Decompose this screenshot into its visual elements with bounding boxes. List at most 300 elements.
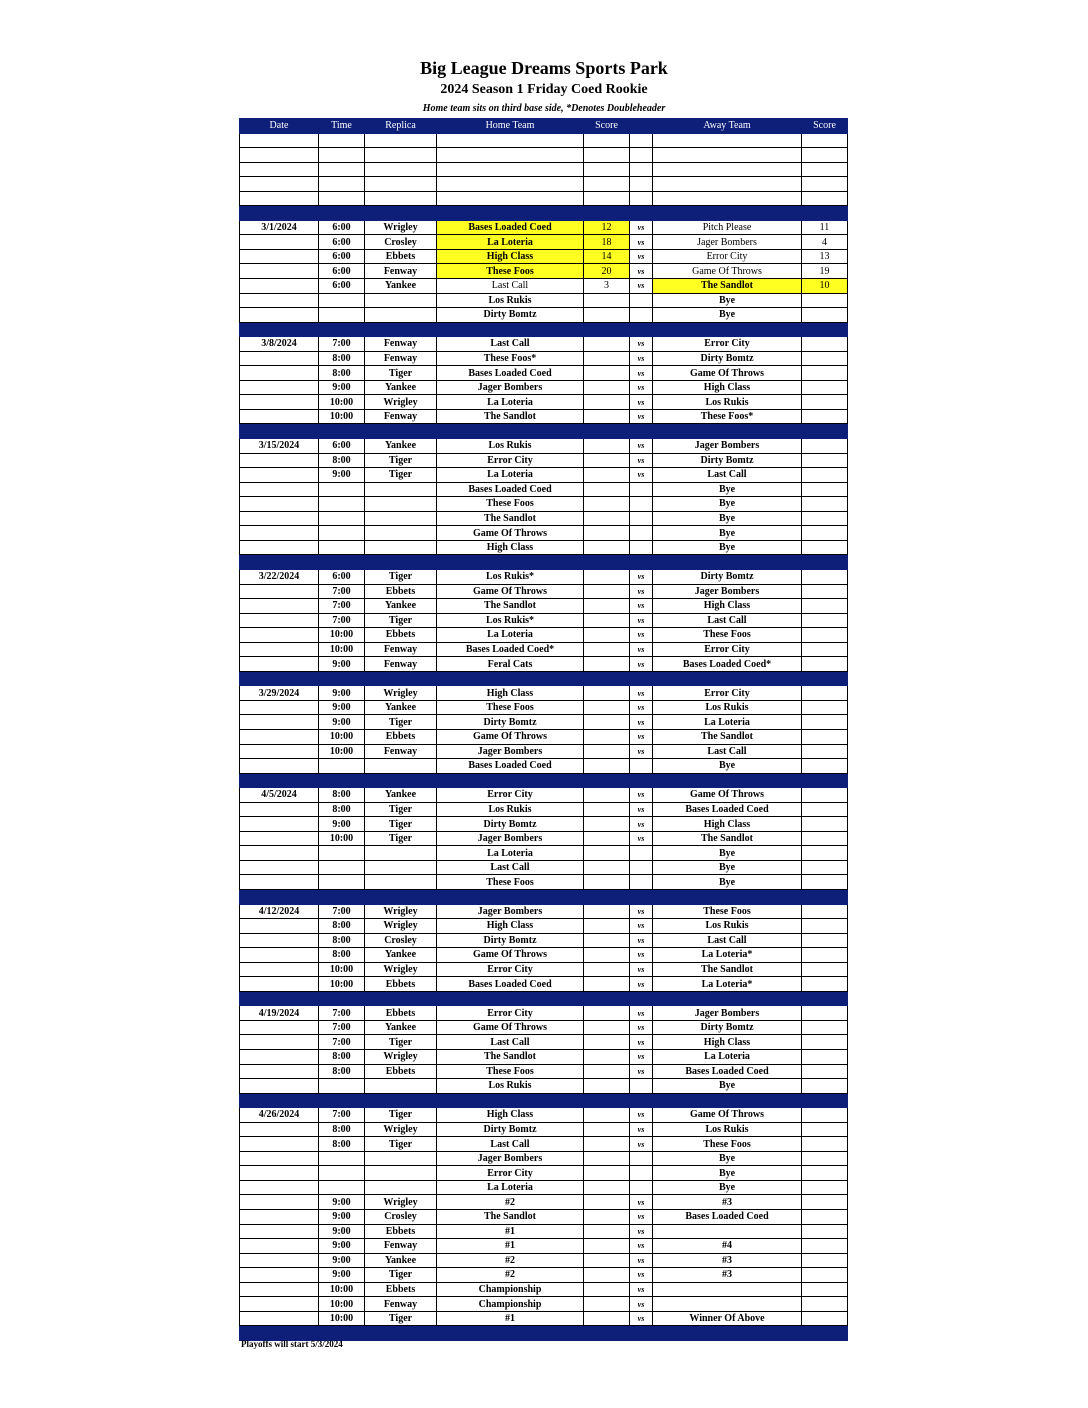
home-team-cell: La Loteria: [437, 395, 584, 410]
time-cell: [319, 540, 365, 555]
away-team-cell: Error City: [653, 249, 802, 264]
section-divider: [240, 424, 848, 439]
home-score-cell: [584, 380, 630, 395]
date-cell: [240, 1239, 319, 1254]
time-cell: 8:00: [319, 1064, 365, 1079]
vs-cell: vs: [630, 788, 653, 803]
home-score-cell: [584, 729, 630, 744]
date-cell: 3/15/2024: [240, 439, 319, 454]
time-cell: 10:00: [319, 729, 365, 744]
away-score-cell: [802, 308, 848, 323]
game-row: [240, 1239, 848, 1254]
replica-cell: Tiger: [365, 802, 437, 817]
away-score-cell: [802, 555, 848, 570]
home-team-cell: #1: [437, 1311, 584, 1326]
date-cell: [240, 380, 319, 395]
away-score-cell: [802, 380, 848, 395]
date-cell: [240, 235, 319, 250]
away-team-cell: High Class: [653, 599, 802, 614]
vs-cell: vs: [630, 1311, 653, 1326]
away-team-cell: Game Of Throws: [653, 788, 802, 803]
replica-cell: [365, 889, 437, 904]
date-cell: [240, 1122, 319, 1137]
date-cell: [240, 919, 319, 934]
home-team-cell: The Sandlot: [437, 1210, 584, 1225]
away-score-cell: [802, 933, 848, 948]
replica-cell: Tiger: [365, 613, 437, 628]
away-team-cell: Bye: [653, 497, 802, 512]
home-team-cell: [437, 991, 584, 1006]
date-cell: 3/29/2024: [240, 686, 319, 701]
home-team-cell: High Class: [437, 540, 584, 555]
replica-cell: [365, 191, 437, 206]
away-score-cell: [802, 1035, 848, 1050]
time-cell: 7:00: [319, 904, 365, 919]
replica-cell: Tiger: [365, 1137, 437, 1152]
replica-cell: [365, 671, 437, 686]
home-team-cell: [437, 1093, 584, 1108]
replica-cell: Yankee: [365, 1253, 437, 1268]
away-team-cell: Bye: [653, 540, 802, 555]
home-score-cell: [584, 933, 630, 948]
home-score-cell: [584, 177, 630, 192]
time-cell: [319, 162, 365, 177]
table-header-row: [240, 119, 848, 134]
game-row: [240, 453, 848, 468]
replica-cell: Wrigley: [365, 395, 437, 410]
time-cell: [319, 846, 365, 861]
away-team-cell: Dirty Bomtz: [653, 453, 802, 468]
game-row: [240, 759, 848, 774]
game-row: [240, 599, 848, 614]
home-team-cell: Dirty Bomtz: [437, 1122, 584, 1137]
date-cell: [240, 991, 319, 1006]
away-score-cell: [802, 1050, 848, 1065]
section-divider: [240, 555, 848, 570]
vs-cell: vs: [630, 933, 653, 948]
home-team-cell: La Loteria: [437, 468, 584, 483]
col-header-home-team: Home Team: [437, 119, 584, 134]
time-cell: 7:00: [319, 1020, 365, 1035]
vs-cell: [630, 322, 653, 337]
away-team-cell: La Loteria*: [653, 948, 802, 963]
time-cell: 9:00: [319, 700, 365, 715]
time-cell: [319, 1093, 365, 1108]
game-row: [240, 279, 848, 294]
date-cell: [240, 308, 319, 323]
date-cell: [240, 511, 319, 526]
away-team-cell: [653, 162, 802, 177]
home-score-cell: [584, 744, 630, 759]
home-score-cell: [584, 1326, 630, 1341]
time-cell: [319, 1151, 365, 1166]
away-score-cell: [802, 657, 848, 672]
date-cell: [240, 729, 319, 744]
home-score-cell: [584, 642, 630, 657]
game-row: [240, 1020, 848, 1035]
home-score-cell: [584, 148, 630, 163]
time-cell: 8:00: [319, 1122, 365, 1137]
home-team-cell: Error City: [437, 1166, 584, 1181]
home-team-cell: Game Of Throws: [437, 584, 584, 599]
game-row: [240, 351, 848, 366]
date-cell: [240, 409, 319, 424]
date-cell: [240, 540, 319, 555]
replica-cell: [365, 540, 437, 555]
replica-cell: Fenway: [365, 1297, 437, 1312]
away-score-cell: [802, 1195, 848, 1210]
date-cell: 4/19/2024: [240, 1006, 319, 1021]
away-score-cell: [802, 1064, 848, 1079]
game-row: [240, 468, 848, 483]
time-cell: 10:00: [319, 642, 365, 657]
home-score-cell: [584, 1195, 630, 1210]
away-score-cell: [802, 439, 848, 454]
game-row: [240, 1151, 848, 1166]
game-row: [240, 977, 848, 992]
away-score-cell: [802, 962, 848, 977]
vs-cell: [630, 1180, 653, 1195]
replica-cell: Ebbets: [365, 1006, 437, 1021]
home-team-cell: Last Call: [437, 1137, 584, 1152]
vs-cell: vs: [630, 1224, 653, 1239]
replica-cell: Wrigley: [365, 1050, 437, 1065]
home-score-cell: [584, 860, 630, 875]
home-team-cell: Los Rukis: [437, 439, 584, 454]
time-cell: [319, 759, 365, 774]
vs-cell: [630, 860, 653, 875]
time-cell: [319, 889, 365, 904]
time-cell: [319, 308, 365, 323]
game-row: [240, 1137, 848, 1152]
away-team-cell: La Loteria: [653, 1050, 802, 1065]
away-team-cell: The Sandlot: [653, 729, 802, 744]
replica-cell: [365, 177, 437, 192]
replica-cell: [365, 424, 437, 439]
time-cell: 8:00: [319, 788, 365, 803]
home-team-cell: Los Rukis: [437, 1079, 584, 1094]
replica-cell: [365, 860, 437, 875]
vs-cell: vs: [630, 919, 653, 934]
time-cell: 8:00: [319, 366, 365, 381]
home-team-cell: Error City: [437, 1006, 584, 1021]
time-cell: 9:00: [319, 380, 365, 395]
vs-cell: [630, 773, 653, 788]
away-team-cell: Bye: [653, 526, 802, 541]
home-team-cell: [437, 555, 584, 570]
away-score-cell: [802, 177, 848, 192]
home-team-cell: [437, 671, 584, 686]
game-row: [240, 264, 848, 279]
away-score-cell: [802, 802, 848, 817]
home-team-cell: These Foos: [437, 875, 584, 890]
game-row: [240, 249, 848, 264]
time-cell: [319, 1180, 365, 1195]
game-row: [240, 1064, 848, 1079]
home-team-cell: Dirty Bomtz: [437, 308, 584, 323]
page-title: Big League Dreams Sports Park: [420, 58, 668, 78]
away-score-cell: [802, 293, 848, 308]
vs-cell: vs: [630, 1282, 653, 1297]
vs-cell: vs: [630, 351, 653, 366]
vs-cell: [630, 511, 653, 526]
time-cell: 10:00: [319, 409, 365, 424]
home-score-cell: [584, 293, 630, 308]
time-cell: 6:00: [319, 220, 365, 235]
replica-cell: Ebbets: [365, 1224, 437, 1239]
game-row: [240, 409, 848, 424]
replica-cell: [365, 875, 437, 890]
home-team-cell: Last Call: [437, 1035, 584, 1050]
home-score-cell: [584, 948, 630, 963]
date-cell: [240, 366, 319, 381]
away-team-cell: Bye: [653, 308, 802, 323]
vs-cell: [630, 206, 653, 221]
time-cell: 10:00: [319, 744, 365, 759]
vs-cell: vs: [630, 337, 653, 352]
date-cell: [240, 642, 319, 657]
home-team-cell: [437, 424, 584, 439]
date-cell: [240, 206, 319, 221]
vs-cell: vs: [630, 948, 653, 963]
game-row: [240, 904, 848, 919]
time-cell: [319, 526, 365, 541]
vs-cell: vs: [630, 1210, 653, 1225]
page-subtitle: 2024 Season 1 Friday Coed Rookie: [440, 82, 648, 97]
vs-cell: vs: [630, 642, 653, 657]
home-score-cell: [584, 351, 630, 366]
page-note: Home team sits on third base side, *Denotes Doubleheader: [422, 103, 666, 114]
home-score-cell: [584, 308, 630, 323]
home-score-cell: [584, 831, 630, 846]
away-team-cell: #4: [653, 1239, 802, 1254]
date-cell: [240, 802, 319, 817]
home-team-cell: Dirty Bomtz: [437, 715, 584, 730]
home-team-cell: Game Of Throws: [437, 948, 584, 963]
home-score-cell: [584, 453, 630, 468]
home-team-cell: La Loteria: [437, 846, 584, 861]
away-team-cell: [653, 1224, 802, 1239]
home-team-cell: The Sandlot: [437, 1050, 584, 1065]
away-team-cell: Bases Loaded Coed: [653, 1210, 802, 1225]
vs-cell: vs: [630, 235, 653, 250]
home-team-cell: Jager Bombers: [437, 380, 584, 395]
time-cell: 9:00: [319, 686, 365, 701]
away-score-cell: [802, 540, 848, 555]
time-cell: 6:00: [319, 569, 365, 584]
time-cell: 7:00: [319, 613, 365, 628]
home-team-cell: #2: [437, 1195, 584, 1210]
away-score-cell: [802, 875, 848, 890]
home-score-cell: [584, 395, 630, 410]
away-score-cell: [802, 526, 848, 541]
home-score-cell: [584, 846, 630, 861]
time-cell: [319, 1079, 365, 1094]
date-cell: [240, 613, 319, 628]
time-cell: 9:00: [319, 657, 365, 672]
home-team-cell: Game Of Throws: [437, 526, 584, 541]
game-row: [240, 1224, 848, 1239]
away-score-cell: [802, 744, 848, 759]
vs-cell: vs: [630, 817, 653, 832]
game-row: [240, 962, 848, 977]
vs-cell: vs: [630, 904, 653, 919]
replica-cell: [365, 1079, 437, 1094]
game-row: [240, 482, 848, 497]
home-team-cell: Jager Bombers: [437, 904, 584, 919]
time-cell: 9:00: [319, 715, 365, 730]
home-score-cell: [584, 1239, 630, 1254]
game-row: [240, 1311, 848, 1326]
replica-cell: [365, 526, 437, 541]
away-team-cell: The Sandlot: [653, 962, 802, 977]
away-score-cell: [802, 133, 848, 148]
time-cell: 10:00: [319, 962, 365, 977]
away-team-cell: Bye: [653, 1166, 802, 1181]
home-score-cell: [584, 759, 630, 774]
vs-cell: vs: [630, 686, 653, 701]
time-cell: [319, 322, 365, 337]
home-score-cell: [584, 715, 630, 730]
time-cell: 9:00: [319, 1224, 365, 1239]
home-team-cell: These Foos: [437, 700, 584, 715]
home-score-cell: [584, 904, 630, 919]
away-team-cell: Jager Bombers: [653, 1006, 802, 1021]
section-divider: [240, 206, 848, 221]
away-team-cell: Game Of Throws: [653, 366, 802, 381]
away-team-cell: The Sandlot: [653, 831, 802, 846]
date-cell: [240, 1311, 319, 1326]
vs-cell: [630, 1151, 653, 1166]
game-row: [240, 235, 848, 250]
replica-cell: Fenway: [365, 642, 437, 657]
home-team-cell: Los Rukis*: [437, 613, 584, 628]
home-team-cell: Error City: [437, 962, 584, 977]
away-team-cell: [653, 1093, 802, 1108]
replica-cell: Tiger: [365, 715, 437, 730]
away-score-cell: [802, 1093, 848, 1108]
game-row: [240, 1166, 848, 1181]
away-team-cell: Error City: [653, 686, 802, 701]
away-team-cell: [653, 206, 802, 221]
away-score-cell: [802, 1180, 848, 1195]
date-cell: [240, 1137, 319, 1152]
home-team-cell: High Class: [437, 249, 584, 264]
date-cell: 4/5/2024: [240, 788, 319, 803]
replica-cell: Tiger: [365, 468, 437, 483]
vs-cell: vs: [630, 657, 653, 672]
time-cell: 10:00: [319, 1282, 365, 1297]
away-score-cell: [802, 991, 848, 1006]
away-score-cell: 10: [802, 279, 848, 294]
col-header-away-score: Score: [802, 119, 848, 134]
away-team-cell: Bye: [653, 875, 802, 890]
game-row: [240, 831, 848, 846]
date-cell: [240, 889, 319, 904]
away-score-cell: [802, 584, 848, 599]
vs-cell: [630, 555, 653, 570]
away-team-cell: Error City: [653, 337, 802, 352]
date-cell: [240, 962, 319, 977]
home-score-cell: [584, 1093, 630, 1108]
vs-cell: [630, 497, 653, 512]
date-cell: [240, 148, 319, 163]
vs-cell: [630, 1166, 653, 1181]
away-score-cell: [802, 1166, 848, 1181]
date-cell: [240, 759, 319, 774]
date-cell: 3/1/2024: [240, 220, 319, 235]
game-row: [240, 933, 848, 948]
time-cell: 9:00: [319, 1268, 365, 1283]
date-cell: [240, 599, 319, 614]
replica-cell: [365, 555, 437, 570]
time-cell: [319, 511, 365, 526]
away-team-cell: Bases Loaded Coed: [653, 1064, 802, 1079]
replica-cell: [365, 1326, 437, 1341]
replica-cell: [365, 991, 437, 1006]
home-score-cell: [584, 991, 630, 1006]
time-cell: 9:00: [319, 1195, 365, 1210]
away-team-cell: Bases Loaded Coed*: [653, 657, 802, 672]
vs-cell: [630, 875, 653, 890]
away-score-cell: [802, 1268, 848, 1283]
home-team-cell: Game Of Throws: [437, 1020, 584, 1035]
replica-cell: Wrigley: [365, 919, 437, 934]
time-cell: 10:00: [319, 628, 365, 643]
replica-cell: [365, 773, 437, 788]
vs-cell: vs: [630, 264, 653, 279]
game-row: [240, 628, 848, 643]
home-team-cell: The Sandlot: [437, 409, 584, 424]
home-team-cell: Championship: [437, 1282, 584, 1297]
time-cell: 9:00: [319, 1239, 365, 1254]
away-team-cell: Jager Bombers: [653, 584, 802, 599]
game-row: [240, 511, 848, 526]
replica-cell: Wrigley: [365, 1195, 437, 1210]
away-score-cell: [802, 628, 848, 643]
away-score-cell: [802, 1020, 848, 1035]
schedule-body: [240, 133, 848, 1340]
away-score-cell: [802, 977, 848, 992]
replica-cell: Wrigley: [365, 962, 437, 977]
game-row: [240, 380, 848, 395]
home-score-cell: [584, 1064, 630, 1079]
time-cell: 10:00: [319, 1311, 365, 1326]
home-score-cell: [584, 133, 630, 148]
home-team-cell: La Loteria: [437, 235, 584, 250]
replica-cell: [365, 308, 437, 323]
time-cell: 7:00: [319, 1108, 365, 1123]
replica-cell: Fenway: [365, 744, 437, 759]
time-cell: 8:00: [319, 802, 365, 817]
home-team-cell: Los Rukis: [437, 293, 584, 308]
away-team-cell: Game Of Throws: [653, 264, 802, 279]
home-score-cell: [584, 439, 630, 454]
game-row: [240, 642, 848, 657]
away-team-cell: #3: [653, 1268, 802, 1283]
game-row: [240, 1050, 848, 1065]
home-score-cell: [584, 366, 630, 381]
home-score-cell: [584, 817, 630, 832]
time-cell: [319, 206, 365, 221]
away-team-cell: Los Rukis: [653, 1122, 802, 1137]
home-score-cell: [584, 1282, 630, 1297]
replica-cell: [365, 162, 437, 177]
date-cell: [240, 424, 319, 439]
date-cell: [240, 162, 319, 177]
vs-cell: vs: [630, 439, 653, 454]
away-team-cell: Jager Bombers: [653, 439, 802, 454]
